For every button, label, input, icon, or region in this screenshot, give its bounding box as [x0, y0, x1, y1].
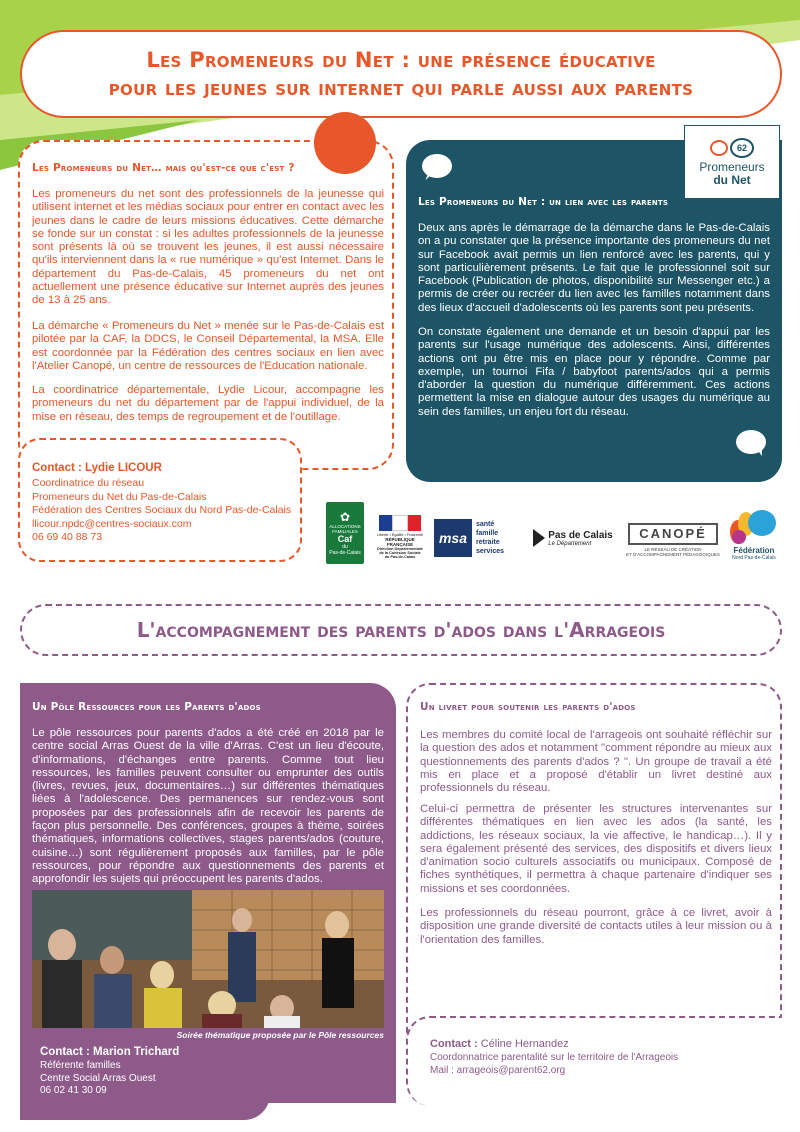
prefet-text-3: Direction Départementale — [377, 547, 423, 551]
contact-celine-role: Coordonnatrice parentalité sur le territoire de l'Arrageois — [430, 1052, 679, 1063]
french-flag-icon — [379, 515, 421, 531]
contact-lydie-box — [18, 438, 302, 562]
caf-text-2: FAMILIALES — [332, 529, 358, 534]
speech-bubble-icon — [422, 154, 452, 178]
caf-logo — [326, 502, 364, 564]
caf-text-1: ALLOCATIONS — [329, 524, 361, 529]
teal-bubble-icon: 62 — [730, 138, 754, 158]
contact-celine-label: Contact : — [430, 1038, 478, 1050]
msa-text-4: services — [476, 548, 505, 555]
contact-lydie-role: Coordinatrice du réseau — [32, 477, 145, 489]
main-title-box — [20, 30, 782, 118]
main-title-line2: pour les jeunes sur internet qui parle aussi aux parents — [108, 76, 694, 100]
prefet-text-4: de la Cohésion Sociale — [379, 551, 421, 555]
federation-text-2: Nord Pas-de-Calais — [732, 554, 776, 561]
msa-text-2: famille — [476, 530, 499, 537]
speech-bubble-icon — [736, 430, 766, 454]
prefet-logo — [372, 512, 428, 562]
canope-text-1: CANOPÉ — [628, 523, 718, 545]
pdc-text-1: Pas de Calais — [548, 529, 613, 541]
prefet-text-1: Liberté • Égalité • Fraternité — [376, 533, 424, 537]
caf-text-4: du — [342, 544, 348, 550]
contact-celine-box — [406, 1016, 782, 1106]
prefet-text-2: RÉPUBLIQUE FRANÇAISE — [385, 537, 415, 547]
msa-logo — [434, 518, 518, 558]
contact-lydie-network: Promeneurs du Net du Pas-de-Calais — [32, 490, 207, 503]
section2-title: L'accompagnement des parents d'ados dans l'Arrageois — [136, 618, 666, 642]
caf-figure-icon: ✿ — [339, 510, 351, 524]
livret-paragraph-2: Celui-ci permettra de présenter les structures intervenantes sur différentes thématiques en lien avec les ados (la santé, les addictions, les réseaux sociaux, la vie affective, le handicap…). Il y sera également présenté des services, des dispositifs et divers lieux d'animation socio culturels associatifs ou municipaux. Composé de fiches synthétiques, il permettra à chaque partenaire d'indiquer ses missions et ses coordonnées. — [420, 803, 772, 895]
what-is-it-paragraph-2: La démarche « Promeneurs du Net » menée sur le Pas-de-Calais est pilotée par la CAF, la DDCS, le Conseil Départemental, la MSA. Elle est coordonnée par la Fédération des centres sociaux en lien avec l'Atelier Canopé, un centre de ressources de l'Education nationale. — [32, 320, 384, 372]
soiree-thematique-photo — [32, 890, 384, 1028]
link-with-parents-heading: Les Promeneurs du Net : un lien avec les parents — [418, 196, 669, 208]
pas-de-calais-logo — [530, 524, 616, 552]
contact-marion-role: Référente familles — [40, 1060, 121, 1071]
link-with-parents-paragraph-1: Deux ans après le démarrage de la démarche dans le Pas-de-Calais on a pu constater que la présence importante des promeneurs du net sur Facebook avait permis un lien renforcé avec les parents, qui y sont particulièrement présents. Le fait que le professionnel soit sur Facebook (Publication de photos, disponibilité sur Messenger etc.) a permis de créer ou recréer du lien avec les familles notamment dans des lieux d'accueil d'adolescents où les parents sont peu présents. — [418, 222, 770, 314]
msa-text-1: santé — [476, 521, 495, 528]
contact-marion-box — [20, 1040, 270, 1120]
photo-illustration — [32, 890, 384, 1028]
colorful-petals-icon — [728, 510, 780, 546]
what-is-it-section — [18, 140, 394, 470]
chat-bubbles-icon — [710, 138, 754, 158]
contact-lydie-name: Contact : Lydie LICOUR — [32, 462, 162, 474]
prefet-text-5: du Pas-de-Calais — [384, 555, 416, 559]
canope-text-2: LE RÉSEAU DE CRÉATION — [644, 547, 702, 552]
what-is-it-paragraph-1: Les promeneurs du net sont des professionnels de la jeunesse qui utilisent internet et les médias sociaux pour entrer en contact avec les jeunes dans le cadre de leurs missions éducatives. Cette démarche se fonde sur un constat : si les adultes professionnels de la jeunesse sont présents là où se trouvent les jeunes, il est aussi nécessaire qu'ils interviennent dans la « rue numérique » qu'est Internet. Dans le département du Pas-de-Calais, 45 promeneurs du net ont actuellement une présence éducative sur Internet auprès des jeunes de 13 à 25 ans. — [32, 188, 384, 307]
section2-title-box — [20, 604, 782, 656]
promeneurs-du-net-logo — [684, 125, 780, 199]
contact-lydie-organisation: Fédération des Centres Sociaux du Nord Pas-de-Calais — [32, 504, 292, 516]
livret-paragraph-1: Les membres du comité local de l'arrageois ont souhaité réfléchir sur la question des ados et notamment "comment répondre au mieux aux questionnements des parents d'ados ? ". Un groupe de travail a été mis en place et a proposé d'établir un livret destiné aux professionnels du réseau. — [420, 729, 772, 795]
canope-logo — [626, 520, 720, 560]
msa-text-3: retraite — [476, 539, 500, 546]
livret-heading: Un livret pour soutenir les parents d'ados — [420, 701, 636, 713]
contact-celine-email[interactable]: Mail : arrageois@parent62.org — [430, 1064, 566, 1076]
pole-ressources-paragraph: Le pôle ressources pour parents d'ados a été créé en 2018 par le centre social Arras Ouest de la ville d'Arras. C'est un lieu d'écoute, d'informations, d'échanges entre parents. Comme tout lieu ressources, les familles peuvent consulter ou emprunter des outils (livres, revues, jeux, documentaires…) sur différentes thématiques liées à l'adolescence. Des permanences sur rendez-vous sont proposées par des professionnels afin de recevoir les parents de façon plus personnelle. Des conférences, groupes à thème, soirées thématiques, informations collectives, stages parents/ados (couture, cuisine…) sont régulièrement proposés aux familles, par le pôle ressources, pour répondre aux questionnements des parents et approfondir les sujets qui préoccupent les parents d'ados. — [32, 727, 384, 886]
contact-lydie-email[interactable]: llicour.npdc@centres-sociaux.com — [32, 517, 192, 530]
contact-lydie-phone: 06 69 40 88 73 — [32, 531, 103, 543]
logo-text-line2: du Net — [713, 172, 751, 187]
orange-circle-decoration — [314, 112, 376, 174]
triangle-icon — [533, 529, 545, 547]
link-with-parents-paragraph-2: On constate également une demande et un besoin d'appui par les parents sur l'usage numérique des adolescents. Ainsi, différentes actions ont pu être mis en place pour y répondre. Comme par exemple, un tournoi Fifa / babyfoot parents/ados qui a permis d'aborder la question du numérique différemment. Ces actions permettent la mise en dialogue autour des usages du numérique au sein des familles, un enjeu fort du réseau. — [418, 326, 770, 418]
partner-logos-row — [326, 500, 786, 570]
contact-marion-phone: 06 02 41 30 09 — [40, 1085, 107, 1096]
caf-text-5: Pas-de-Calais — [329, 550, 361, 556]
contact-marion-name: Contact : Marion Trichard — [40, 1046, 180, 1058]
contact-marion-organisation: Centre Social Arras Ouest — [40, 1072, 156, 1084]
contact-celine-name-line — [430, 1038, 782, 1050]
pole-ressources-heading: Un Pôle Ressources pour les Parents d'ados — [32, 701, 261, 713]
federation-logo — [724, 504, 784, 566]
what-is-it-paragraph-3: La coordinatrice départementale, Lydie Licour, accompagne les promeneurs du net du département par de l'appui individuel, de la mise en réseau, des temps de regroupement et de l'outillage. — [32, 384, 384, 423]
caf-text-3: Caf — [337, 534, 353, 544]
msa-mark: msa — [434, 519, 472, 557]
canope-text-3: ET D'ACCOMPAGNEMENT PÉDAGOGIQUES — [626, 552, 720, 557]
photo-caption: Soirée thématique proposée par le Pôle ressources — [176, 1030, 384, 1040]
federation-text-1: Fédération — [733, 545, 775, 555]
what-is-it-heading: Les Promeneurs du Net… mais qu'est-ce que c'est ? — [32, 162, 295, 174]
contact-celine-name: Céline Hernandez — [477, 1038, 569, 1050]
orange-bubble-icon — [710, 140, 728, 156]
main-title-line1: Les Promeneurs du Net : une présence éducative — [146, 48, 656, 72]
pdc-text-2: Le Département — [548, 540, 592, 547]
logo-text-line1: Promeneurs — [699, 159, 765, 174]
livret-paragraph-3: Les professionnels du réseau pourront, grâce à ce livret, avoir à disposition une grande diversité de contacts utiles à leur mission ou à l'orientation des familles. — [420, 907, 772, 946]
